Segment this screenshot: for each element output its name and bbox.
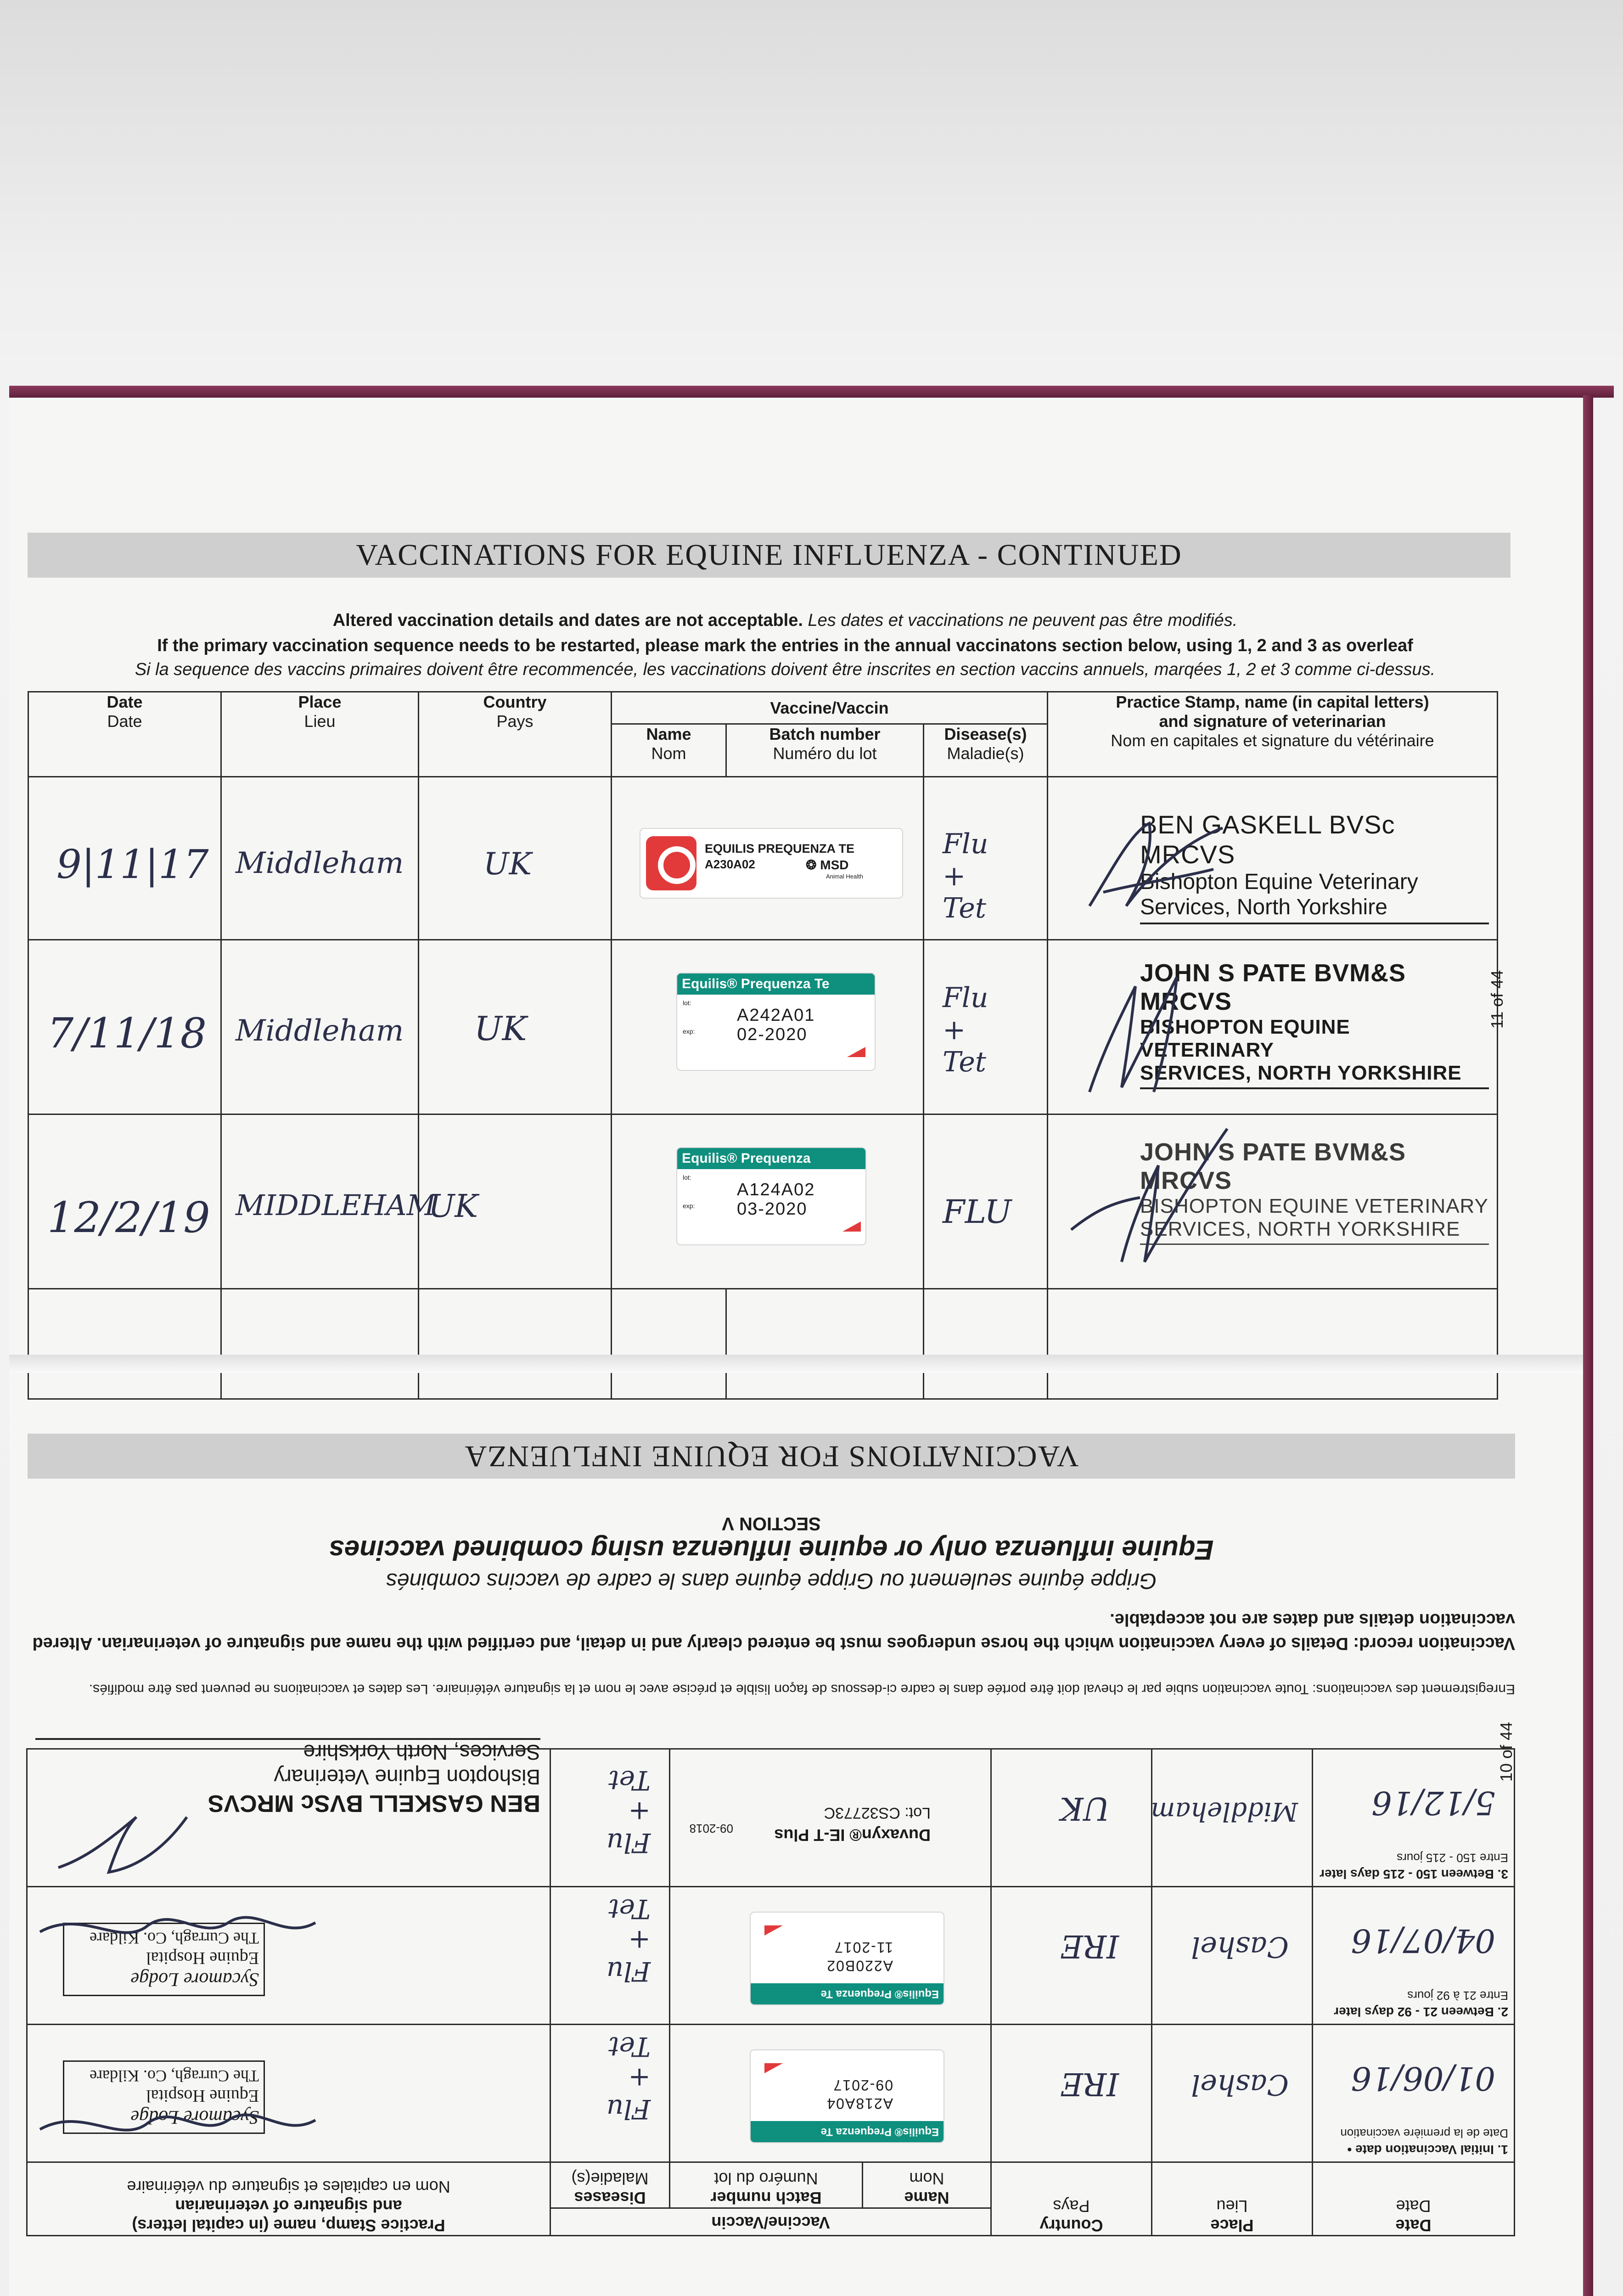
page-fold bbox=[9, 1355, 1583, 1373]
lower-page-number: 10 of 44 bbox=[1497, 1722, 1516, 1782]
vaccine-sticker: Equilis® Prequenza Te A220B02 11-2017 bbox=[750, 1912, 944, 2005]
lower-row2-vaccine-cell bbox=[670, 1887, 991, 2025]
table-row bbox=[28, 940, 1498, 1114]
row1-vaccine-cell bbox=[612, 777, 924, 940]
lower-banner bbox=[28, 1434, 1515, 1479]
row1-date-cell[interactable]: 9|11|17 bbox=[28, 777, 221, 940]
lower-header-stamp: Practice Stamp, name (in capital letters) and signature of veterinarian Nom en capitales et signature du vétérinaire bbox=[27, 2162, 550, 2236]
row3-vaccine-cell bbox=[612, 1114, 924, 1289]
lower-row3-country-cell[interactable]: UK bbox=[991, 1749, 1152, 1887]
lower-row2-disease-cell[interactable]: Flu + Tet bbox=[550, 1887, 670, 2025]
lower-row2-stamp-cell[interactable] bbox=[27, 1887, 550, 2025]
practice-stamp: JOHN S PATE BVM&S MRCVS BISHOPTON EQUINE VETERINARY SERVICES, NORTH YORKSHIRE bbox=[1140, 1138, 1489, 1245]
table-row bbox=[27, 1749, 1515, 1887]
lower-row3-stamp-cell[interactable] bbox=[27, 1740, 550, 1887]
lower-row1-country-cell[interactable]: IRE bbox=[991, 2025, 1152, 2162]
lower-header-date: Date Date bbox=[1313, 2162, 1515, 2236]
practice-stamp: JOHN S PATE BVM&S MRCVS BISHOPTON EQUINE VETERINARY SERVICES, NORTH YORKSHIRE bbox=[1140, 959, 1489, 1089]
msd-globe-icon: ❂ bbox=[806, 858, 817, 872]
table-row bbox=[27, 1887, 1515, 2025]
section-title-fr: Grippe équine seulement ou Grippe équine dans le cadre de vaccins combinés bbox=[386, 1569, 1157, 1593]
upper-notice-line2: If the primary vaccination sequence needs to be restarted, please mark the entries in the annual vaccinatons section below, using 1, 2 and 3 as overleaf bbox=[157, 636, 1413, 655]
lower-header-place: Place Lieu bbox=[1152, 2162, 1313, 2236]
lower-row1-place-cell[interactable]: Cashel bbox=[1152, 2025, 1313, 2162]
row2-stamp-cell[interactable] bbox=[1048, 940, 1498, 1114]
row3-stamp-cell[interactable] bbox=[1048, 1114, 1498, 1289]
lower-page bbox=[28, 1373, 1515, 2236]
lower-row2-date-cell[interactable]: 2. Between 21 - 92 days later Entre 21 à 92 jours 04/07/16 bbox=[1313, 1887, 1515, 2025]
row1-stamp-cell[interactable] bbox=[1048, 777, 1498, 940]
vet-signature bbox=[1067, 1120, 1232, 1266]
msd-logo: ❂ MSD bbox=[806, 858, 849, 872]
lower-header-batch: Batch number Numéro du lot bbox=[670, 2162, 863, 2208]
lower-row2-place-cell[interactable]: Cashel bbox=[1152, 1887, 1313, 2025]
row2-country-cell[interactable]: UK bbox=[419, 940, 612, 1114]
upper-notice-line1: Altered vaccination details and dates are not acceptable. Les dates et vaccinations ne peuvent pas être modifiés. bbox=[332, 611, 1238, 630]
lower-row3-place-cell[interactable]: Middleham bbox=[1152, 1749, 1313, 1887]
record-text: Vaccination record: Details of every vaccination which the horse undergoes must be entered clearly and in detail, and certified with the name and signature of veterinarian. Altered vaccination details and dates are not acceptable. bbox=[32, 1610, 1515, 1653]
lower-row1-date-cell[interactable]: 1. Initial Vaccination date • Date de la première vaccination 01/06/16 bbox=[1313, 2025, 1515, 2162]
header-date: Date Date bbox=[28, 692, 221, 777]
header-disease: Disease(s) Maladie(s) bbox=[924, 724, 1048, 777]
upper-notice-line3: Si la sequence des vaccins primaires doivent être recommencée, les vaccinations doivent être inscrites en section vaccins annuels, marqées 1, 2 et 3 comme ci-dessus. bbox=[135, 660, 1436, 679]
section-label: SECTION V bbox=[722, 1514, 821, 1534]
vet-signature bbox=[1085, 814, 1232, 915]
table-row bbox=[28, 777, 1498, 940]
vaccine-sticker: Equilis® Prequenza Te lot: A242A01 exp: 02-2020 bbox=[676, 973, 876, 1071]
row2-place-cell[interactable]: Middleham bbox=[221, 940, 419, 1114]
table-row bbox=[27, 2025, 1515, 2162]
row3-country-cell[interactable]: UK bbox=[419, 1114, 612, 1289]
row2-disease-cell[interactable]: Flu + Tet bbox=[924, 940, 1048, 1114]
section-title: Equine influenza only or equine influenza using combined vaccines bbox=[329, 1535, 1214, 1565]
row2-date-cell[interactable]: 7/11/18 bbox=[28, 940, 221, 1114]
row1-country-cell[interactable]: UK bbox=[419, 777, 612, 940]
lower-header-name: Name Nom bbox=[863, 2162, 991, 2208]
row1-disease-cell[interactable]: Flu + Tet bbox=[924, 777, 1048, 940]
vaccine-sticker: Equilis® Prequenza Te A218A04 09-2017 bbox=[750, 2049, 944, 2143]
record-text-fr: Enregistrement des vaccinations: Toute vaccination subie par le cheval doit être portée dans le cadre ci-dessous de façon lisible et précise avec le nom et la signature vétérinaire. Les dates et vaccinations ne peuvent pas être modifiés. bbox=[89, 1682, 1515, 1697]
vaccine-sticker: EQUILIS PREQUENZA TE A230A02 ❂ MSD Animal Health bbox=[640, 828, 903, 899]
header-country: Country Pays bbox=[419, 692, 612, 777]
row1-place-cell[interactable]: Middleham bbox=[221, 777, 419, 940]
upper-vaccination-table bbox=[28, 691, 1498, 1400]
practice-stamp: Sycamore Lodge Equine Hospital The Curragh, Co. Kildare bbox=[63, 1923, 265, 1996]
header-place: Place Lieu bbox=[221, 692, 419, 777]
sticker-red-mark bbox=[847, 1047, 865, 1057]
msd-q-logo bbox=[646, 836, 696, 890]
lower-row3-vaccine-cell: Duvaxyn® IE-T Plus Lot: CS32773C 09-2018 bbox=[670, 1749, 991, 1887]
sticker-red-mark bbox=[764, 1925, 783, 1936]
lower-header-vaccine-group: Vaccine/Vaccin bbox=[550, 2208, 991, 2236]
practice-stamp: BEN GASKELL BVSc MRCVS Bishopton Equine Veterinary Services, North Yorkshire bbox=[1140, 810, 1489, 924]
lower-header-disease: Diseases Maladie(s) bbox=[550, 2162, 670, 2208]
row3-disease-cell[interactable]: FLU bbox=[924, 1114, 1048, 1289]
lower-banner-title: VACCINATIONS FOR EQUINE INFLUENZA bbox=[464, 1440, 1079, 1473]
row3-date-cell[interactable]: 12/2/19 bbox=[28, 1114, 221, 1289]
vet-signature bbox=[1085, 959, 1195, 1097]
row2-vaccine-cell bbox=[612, 940, 924, 1114]
vet-signature bbox=[35, 2093, 320, 2148]
lower-vaccination-table bbox=[26, 1740, 1515, 2236]
table-row bbox=[28, 1114, 1498, 1289]
header-stamp: Practice Stamp, name (in capital letters) and signature of veterinarian Nom en capitales et signature du vétérinaire bbox=[1048, 692, 1498, 777]
header-batch: Batch number Numéro du lot bbox=[726, 724, 924, 777]
lower-row2-country-cell[interactable]: IRE bbox=[991, 1887, 1152, 2025]
lower-row3-date-cell[interactable]: 3. Between 150 - 215 days later Entre 150 - 215 jours 5/12/16 bbox=[1313, 1749, 1515, 1887]
header-name: Name Nom bbox=[612, 724, 726, 777]
upper-page-number: 11 of 44 bbox=[1488, 970, 1506, 1029]
binding-top bbox=[9, 386, 1614, 398]
vet-signature bbox=[35, 1895, 320, 1950]
lower-row1-disease-cell[interactable]: Flu + Tet bbox=[550, 2025, 670, 2162]
lower-header-country: Country Pays bbox=[991, 2162, 1152, 2236]
lower-row3-disease-cell[interactable]: Flu + Tet bbox=[550, 1749, 670, 1887]
lower-row1-stamp-cell[interactable] bbox=[27, 2025, 550, 2162]
practice-stamp: BEN GASKELL BVSc MRCVS Bishopton Equine Veterinary Services, North Yorkshire bbox=[35, 1738, 540, 1817]
row3-place-cell[interactable]: MIDDLEHAM bbox=[221, 1114, 419, 1289]
vet-signature bbox=[54, 1812, 191, 1877]
lower-row1-vaccine-cell bbox=[670, 2025, 991, 2162]
sticker-red-mark bbox=[842, 1221, 861, 1232]
header-vaccine-group: Vaccine/Vaccin bbox=[612, 692, 1048, 724]
vaccine-sticker: Equilis® Prequenza lot: A124A02 exp: 03-2020 bbox=[676, 1147, 866, 1245]
sticker-red-mark bbox=[764, 2063, 783, 2073]
upper-banner-title: VACCINATIONS FOR EQUINE INFLUENZA - CONTINUED bbox=[356, 538, 1182, 572]
upper-banner bbox=[28, 533, 1511, 578]
practice-stamp: Sycamore Lodge Equine Hospital The Curragh, Co. Kildare bbox=[63, 2060, 265, 2134]
binding-right bbox=[1583, 395, 1593, 2296]
